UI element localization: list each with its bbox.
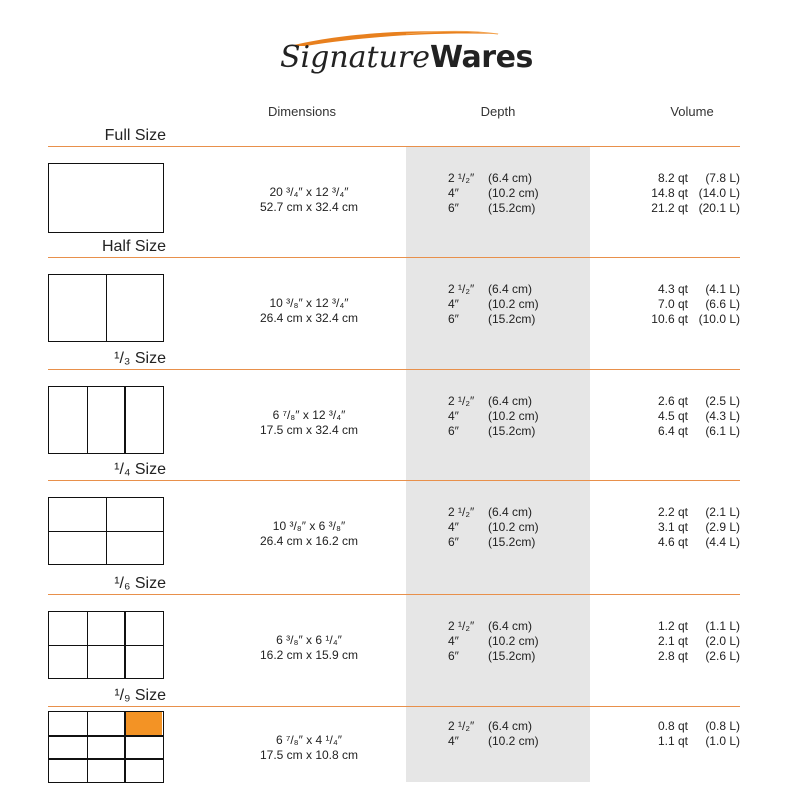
section-divider — [48, 480, 740, 481]
dimensions-inches: 10 ³/₈″ x 12 ³/₄″ — [269, 296, 349, 310]
column-header-depth: Depth — [480, 104, 516, 119]
brand-wares: Wares — [430, 40, 533, 75]
volume-cell — [620, 171, 740, 216]
depth-cm: (6.4 cm) — [488, 394, 533, 408]
depth-cm: (15.2cm) — [488, 201, 536, 215]
depth-cell — [448, 171, 539, 216]
volume-quarts: 3.1 qt — [657, 520, 688, 534]
section-divider — [48, 706, 740, 707]
column-header-dimensions: Dimensions — [268, 104, 336, 119]
size-section — [0, 127, 800, 239]
brand-signature: Signature — [280, 40, 431, 75]
highlighted-pan-cell — [126, 712, 162, 735]
volume-quarts: 2.2 qt — [657, 505, 688, 519]
depth-row — [448, 394, 539, 409]
section-title: Full Size — [104, 127, 166, 144]
size-section — [0, 461, 800, 573]
size-section — [0, 575, 800, 687]
volume-row — [620, 282, 740, 297]
half-size-pan-icon — [48, 274, 164, 342]
volume-row — [620, 312, 740, 327]
depth-cm: (6.4 cm) — [488, 619, 533, 633]
quarter-size-pan-icon — [48, 497, 164, 565]
depth-row — [448, 186, 539, 201]
depth-cm: (15.2cm) — [488, 535, 536, 549]
volume-row — [620, 297, 740, 312]
volume-liters: (4.1 L) — [705, 282, 740, 296]
depth-row — [448, 171, 539, 186]
volume-row — [620, 719, 740, 734]
pan-divider — [106, 275, 108, 341]
volume-liters: (2.0 L) — [705, 634, 740, 648]
volume-liters: (2.9 L) — [705, 520, 740, 534]
depth-row — [448, 719, 539, 734]
depth-inches: 6″ — [448, 424, 459, 438]
volume-quarts: 2.8 qt — [657, 649, 688, 663]
depth-cell — [448, 719, 539, 749]
depth-inches: 4″ — [448, 409, 459, 423]
volume-cell — [620, 505, 740, 550]
volume-row — [620, 409, 740, 424]
volume-quarts: 4.6 qt — [657, 535, 688, 549]
depth-row — [448, 424, 539, 439]
depth-cm: (6.4 cm) — [488, 282, 533, 296]
depth-cm: (10.2 cm) — [488, 186, 539, 200]
volume-quarts: 2.1 qt — [657, 634, 688, 648]
volume-row — [620, 619, 740, 634]
depth-cell — [448, 282, 539, 327]
volume-liters: (2.1 L) — [705, 505, 740, 519]
dimensions-cm: 17.5 cm x 32.4 cm — [259, 423, 359, 437]
section-title: ¹/₄ Size — [114, 461, 166, 478]
volume-cell — [620, 719, 740, 749]
size-section — [0, 687, 800, 799]
volume-quarts: 1.1 qt — [657, 734, 688, 748]
dimensions-cell — [244, 408, 374, 438]
volume-liters: (1.1 L) — [705, 619, 740, 633]
volume-row — [620, 171, 740, 186]
volume-quarts: 0.8 qt — [657, 719, 688, 733]
dimensions-inches: 6 ³/₈″ x 6 ¹/₄″ — [276, 633, 342, 647]
volume-liters: (20.1 L) — [698, 201, 740, 215]
volume-row — [620, 634, 740, 649]
depth-inches: 2 ¹/₂″ — [448, 719, 475, 733]
section-title: Half Size — [101, 238, 166, 255]
dimensions-cell — [244, 185, 374, 215]
brand-wordmark — [280, 40, 533, 75]
depth-cm: (10.2 cm) — [488, 409, 539, 423]
volume-quarts: 21.2 qt — [651, 201, 688, 215]
volume-quarts: 1.2 qt — [657, 619, 688, 633]
depth-cm: (10.2 cm) — [488, 634, 539, 648]
pan-divider — [87, 712, 89, 782]
dimensions-inches: 6 ⁷/₈″ x 4 ¹/₄″ — [275, 733, 343, 747]
depth-inches: 4″ — [448, 297, 459, 311]
sixth-size-pan-icon — [48, 611, 164, 679]
volume-quarts: 10.6 qt — [651, 312, 688, 326]
depth-row — [448, 409, 539, 424]
depth-cm: (6.4 cm) — [488, 719, 533, 733]
volume-liters: (6.1 L) — [705, 424, 740, 438]
depth-inches: 6″ — [448, 201, 459, 215]
depth-inches: 2 ¹/₂″ — [448, 282, 475, 296]
size-section — [0, 238, 800, 350]
depth-row — [448, 535, 539, 550]
depth-inches: 2 ¹/₂″ — [448, 505, 475, 519]
depth-row — [448, 201, 539, 216]
volume-liters: (6.6 L) — [705, 297, 740, 311]
volume-quarts: 6.4 qt — [657, 424, 688, 438]
section-title: ¹/₆ Size — [114, 575, 166, 592]
depth-inches: 6″ — [448, 312, 459, 326]
depth-row — [448, 312, 539, 327]
section-divider — [48, 594, 740, 595]
volume-row — [620, 201, 740, 216]
depth-inches: 2 ¹/₂″ — [448, 171, 475, 185]
depth-row — [448, 619, 539, 634]
depth-cm: (10.2 cm) — [488, 297, 539, 311]
volume-liters: (0.8 L) — [705, 719, 740, 733]
dimensions-cell — [244, 519, 374, 549]
section-title: ¹/₉ Size — [114, 687, 166, 704]
depth-inches: 2 ¹/₂″ — [448, 394, 475, 408]
volume-liters: (2.6 L) — [705, 649, 740, 663]
brand-logo — [0, 14, 800, 74]
depth-inches: 4″ — [448, 520, 459, 534]
section-title: ¹/₃ Size — [114, 350, 166, 367]
volume-row — [620, 505, 740, 520]
depth-cm: (10.2 cm) — [488, 734, 539, 748]
volume-cell — [620, 282, 740, 327]
pan-divider — [49, 531, 163, 533]
volume-quarts: 2.6 qt — [657, 394, 688, 408]
volume-row — [620, 520, 740, 535]
dimensions-inches: 20 ³/₄″ x 12 ³/₄″ — [269, 185, 349, 199]
depth-inches: 4″ — [448, 634, 459, 648]
dimensions-cell — [244, 733, 374, 763]
dimensions-cm: 17.5 cm x 10.8 cm — [259, 748, 359, 762]
dimensions-inches: 10 ³/₈″ x 6 ³/₈″ — [272, 519, 346, 533]
pan-divider — [87, 387, 89, 453]
dimensions-cm: 52.7 cm x 32.4 cm — [259, 200, 359, 214]
depth-row — [448, 649, 539, 664]
depth-cell — [448, 619, 539, 664]
depth-inches: 6″ — [448, 649, 459, 663]
depth-inches: 6″ — [448, 535, 459, 549]
depth-cm: (15.2cm) — [488, 312, 536, 326]
volume-liters: (4.4 L) — [705, 535, 740, 549]
depth-inches: 4″ — [448, 734, 459, 748]
dimensions-cm: 26.4 cm x 32.4 cm — [259, 311, 359, 325]
pan-divider — [49, 735, 163, 737]
depth-cm: (15.2cm) — [488, 424, 536, 438]
dimensions-cm: 26.4 cm x 16.2 cm — [259, 534, 359, 548]
depth-cm: (10.2 cm) — [488, 520, 539, 534]
depth-row — [448, 520, 539, 535]
depth-inches: 4″ — [448, 186, 459, 200]
dimensions-inches: 6 ⁷/₈″ x 12 ³/₄″ — [272, 408, 346, 422]
third-size-pan-icon — [48, 386, 164, 454]
volume-quarts: 4.3 qt — [657, 282, 688, 296]
ninth-size-pan-icon — [48, 711, 164, 783]
pan-divider — [49, 758, 163, 760]
section-divider — [48, 257, 740, 258]
dimensions-cell — [244, 633, 374, 663]
volume-quarts: 4.5 qt — [657, 409, 688, 423]
pan-divider — [49, 645, 163, 647]
depth-row — [448, 634, 539, 649]
section-divider — [48, 146, 740, 147]
full-size-pan-icon — [48, 163, 164, 233]
depth-inches: 2 ¹/₂″ — [448, 619, 475, 633]
dimensions-cell — [244, 296, 374, 326]
volume-cell — [620, 394, 740, 439]
volume-row — [620, 535, 740, 550]
depth-row — [448, 282, 539, 297]
volume-liters: (14.0 L) — [698, 186, 740, 200]
volume-row — [620, 186, 740, 201]
volume-row — [620, 424, 740, 439]
pan-divider — [124, 387, 126, 453]
volume-liters: (2.5 L) — [705, 394, 740, 408]
volume-liters: (4.3 L) — [705, 409, 740, 423]
section-divider — [48, 369, 740, 370]
depth-cell — [448, 505, 539, 550]
volume-row — [620, 734, 740, 749]
depth-row — [448, 297, 539, 312]
dimensions-cm: 16.2 cm x 15.9 cm — [259, 648, 359, 662]
depth-row — [448, 505, 539, 520]
volume-row — [620, 649, 740, 664]
volume-quarts: 14.8 qt — [651, 186, 688, 200]
volume-row — [620, 394, 740, 409]
depth-cm: (15.2cm) — [488, 649, 536, 663]
volume-liters: (7.8 L) — [705, 171, 740, 185]
volume-liters: (10.0 L) — [698, 312, 740, 326]
depth-row — [448, 734, 539, 749]
depth-cm: (6.4 cm) — [488, 505, 533, 519]
size-section — [0, 350, 800, 462]
column-header-volume: Volume — [670, 104, 714, 119]
volume-cell — [620, 619, 740, 664]
volume-liters: (1.0 L) — [705, 734, 740, 748]
volume-quarts: 8.2 qt — [657, 171, 688, 185]
volume-quarts: 7.0 qt — [657, 297, 688, 311]
depth-cm: (6.4 cm) — [488, 171, 533, 185]
depth-cell — [448, 394, 539, 439]
